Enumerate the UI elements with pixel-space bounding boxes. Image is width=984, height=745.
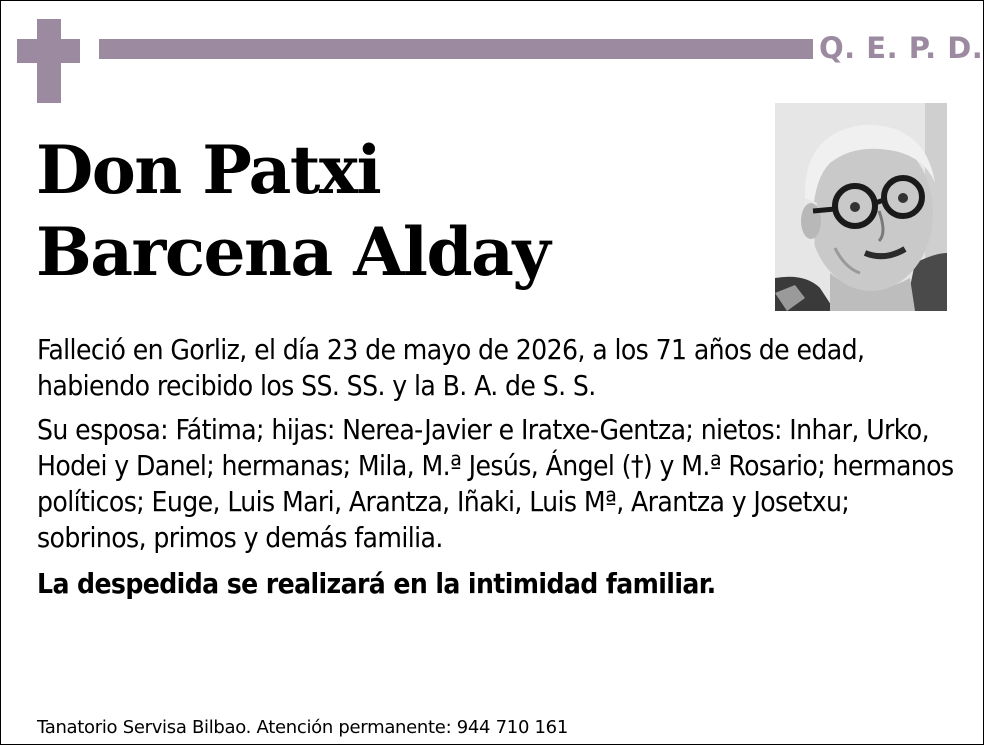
farewell-note: La despedida se realizará en la intimidad familiar.: [37, 567, 716, 600]
portrait-photo-icon: [775, 103, 947, 311]
portrait-photo: [775, 103, 947, 311]
death-info: Falleció en Gorliz, el día 23 de mayo de 2026, a los 71 años de edad, habiendo recibido los SS. SS. y la B. A. de S. S.: [37, 333, 865, 402]
qepd-label: Q. E. P. D.: [819, 31, 984, 65]
cross-icon-bar: [17, 39, 80, 63]
name-line-1: Don Patxi: [36, 131, 381, 209]
name-line-2: Barcena Alday: [36, 213, 550, 291]
funeral-home-contact: Tanatorio Servisa Bilbao. Atención permanente: 944 710 161: [37, 717, 568, 738]
header-rule: [99, 39, 813, 59]
deceased-name: [36, 129, 549, 293]
family-list: Su esposa: Fátima; hijas: Nerea-Javier e Iratxe-Gentza; nietos: Inhar, Urko, Hodei y Danel; hermanas; Mila, M.ª Jesús, Ángel (†) y M.ª Rosario; hermanos políticos; Euge, Luis Mari, Arantza, Iñaki, Luis Mª, Arantza y Josetxu; sobrinos, primos y demás familia.: [37, 413, 954, 554]
notice-body: [37, 332, 957, 610]
